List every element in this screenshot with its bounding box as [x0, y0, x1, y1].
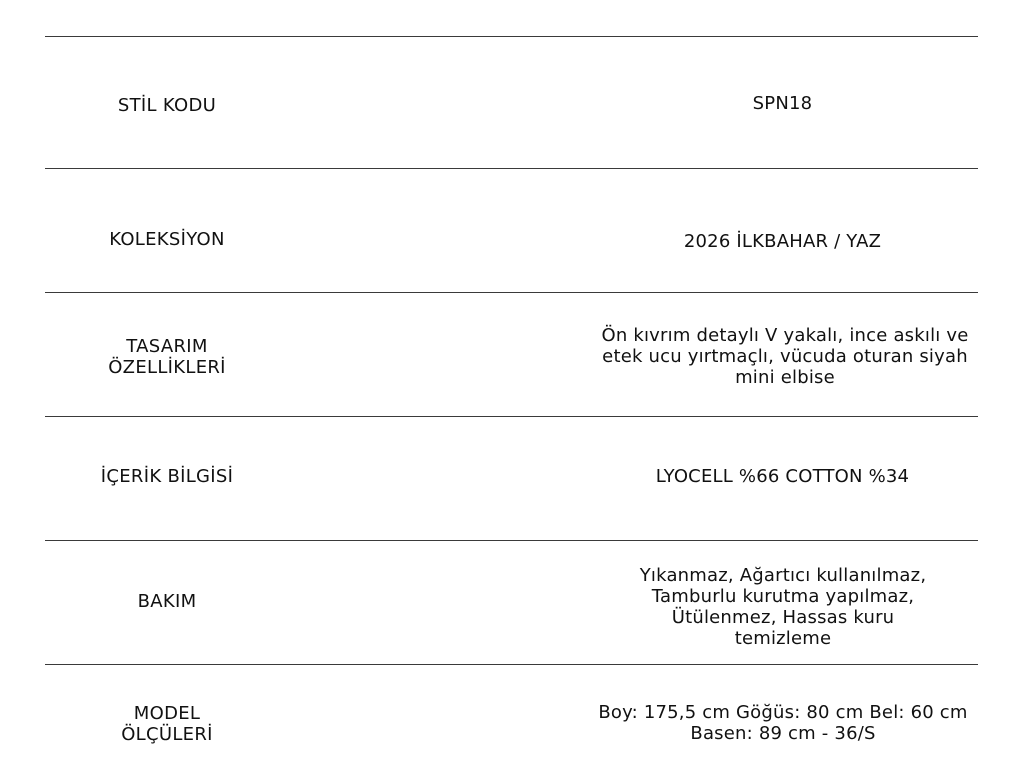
product-spec-table [45, 36, 978, 764]
spec-row-collection [45, 168, 978, 292]
spec-label: İÇERİK BİLGİSİ [100, 466, 234, 487]
spec-row-content-info [45, 416, 978, 540]
spec-row-model-measurements [45, 664, 978, 764]
spec-value: Ön kıvrım detaylı V yakalı, ince askılı ve etek ucu yırtmaçlı, vücuda oturan siyah mini elbise [601, 325, 969, 388]
spec-value: LYOCELL %66 COTTON %34 [655, 466, 910, 487]
spec-label: KOLEKSİYON [109, 229, 225, 250]
spec-label: TASARIM ÖZELLİKLERİ [108, 336, 226, 378]
spec-value: Boy: 175,5 cm Göğüs: 80 cm Bel: 60 cm Basen: 89 cm - 36/S [598, 702, 968, 744]
spec-row-care [45, 540, 978, 664]
spec-value: SPN18 [752, 93, 813, 114]
spec-row-design-features [45, 292, 978, 416]
spec-label: STİL KODU [117, 95, 217, 116]
spec-value: Yıkanmaz, Ağartıcı kullanılmaz, Tamburlu kurutma yapılmaz, Ütülenmez, Hassas kuru temizleme [639, 565, 927, 649]
spec-label: MODEL ÖLÇÜLERİ [121, 703, 213, 745]
spec-label: BAKIM [137, 591, 197, 612]
spec-row-style-code [45, 36, 978, 168]
spec-value: 2026 İLKBAHAR / YAZ [683, 231, 882, 252]
